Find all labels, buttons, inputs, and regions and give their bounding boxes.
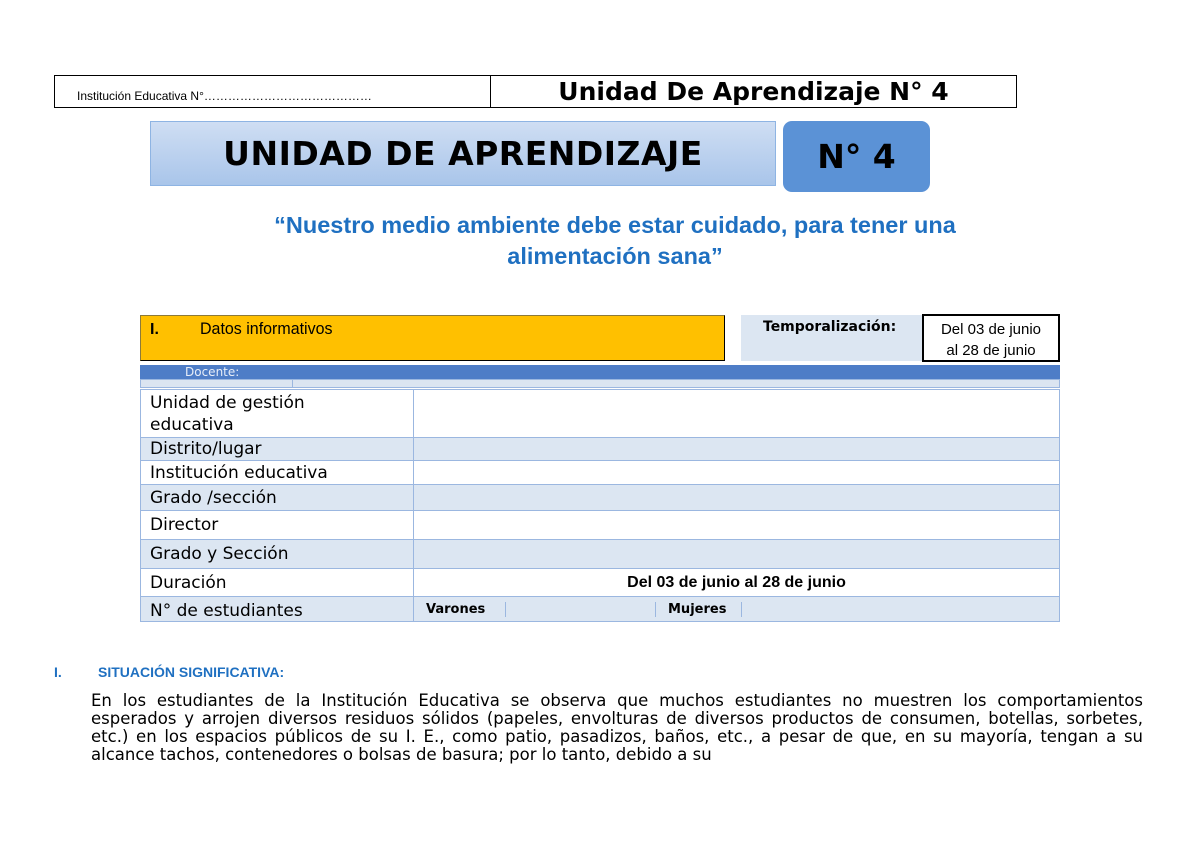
temporalizacion-cell (741, 315, 922, 361)
table-row (141, 390, 1060, 438)
varones-value[interactable] (506, 602, 656, 617)
docente-label: Docente: (185, 365, 240, 379)
datos-table (140, 389, 1060, 622)
docente-bar (140, 365, 1060, 379)
section-number: I. (150, 321, 159, 338)
temporalizacion-dates (922, 314, 1060, 362)
docente-subrow (140, 379, 1060, 388)
unit-quote (130, 210, 1100, 272)
row-label: Distrito/lugar (141, 438, 414, 461)
row-label: Director (141, 511, 414, 540)
section-datos-informativos (140, 315, 725, 361)
students-cell (414, 597, 1060, 622)
temporalizacion-line-1: Del 03 de junio (940, 321, 1042, 338)
table-row (141, 511, 1060, 540)
section-label: Datos informativos (200, 320, 333, 339)
unit-header-title: Unidad De Aprendizaje N° 4 (558, 77, 949, 106)
unit-number-badge: N° 4 (783, 121, 930, 192)
row-value[interactable] (414, 438, 1060, 461)
unit-title-banner: UNIDAD DE APRENDIZAJE (150, 121, 776, 186)
document-header (54, 75, 1017, 108)
row-value[interactable] (414, 540, 1060, 569)
institution-cell (55, 76, 491, 107)
situacion-title: SITUACIÓN SIGNIFICATIVA: (98, 664, 285, 680)
row-label: Institución educativa (141, 461, 414, 485)
row-label: Unidad de gestión educativa (141, 390, 414, 438)
temporalizacion-line-2: al 28 de junio (946, 342, 1036, 359)
row-label: Grado y Sección (141, 540, 414, 569)
institution-label: Institución Educativa N°…………………………………… (77, 89, 372, 103)
table-row (141, 597, 1060, 622)
varones-label: Varones (414, 602, 506, 617)
mujeres-value[interactable] (742, 602, 1059, 617)
row-value[interactable] (414, 390, 1060, 438)
row-value[interactable] (414, 461, 1060, 485)
table-row (141, 569, 1060, 597)
table-row (141, 485, 1060, 511)
table-row (141, 461, 1060, 485)
table-row (141, 438, 1060, 461)
quote-line-1: “Nuestro medio ambiente debe estar cuidado, para tener una (274, 212, 956, 238)
situacion-heading (54, 664, 284, 680)
row-label: N° de estudiantes (141, 597, 414, 622)
table-row (141, 540, 1060, 569)
mujeres-label: Mujeres (656, 602, 742, 617)
quote-line-2: alimentación sana” (507, 243, 723, 269)
temporalizacion-label: Temporalización: (763, 319, 897, 335)
row-value[interactable] (414, 511, 1060, 540)
situacion-paragraph: En los estudiantes de la Institución Educativa se observa que muchos estudiantes no muestren los comportamientos esperados y arrojen diversos residuos sólidos (papeles, envolturas de diversos productos de consumen, botellas, sorbetes, etc.) en los espacios públicos de su I. E., como patio, pasadizos, baños, etc., a pesar de que, en su mayoría, tengan a su alcance tachos, contenedores o bolsas de basura; por lo tanto, debido a su (91, 691, 1143, 764)
row-value[interactable] (414, 485, 1060, 511)
duration-value: Del 03 de junio al 28 de junio (414, 569, 1060, 597)
row-label: Duración (141, 569, 414, 597)
row-label: Grado /sección (141, 485, 414, 511)
situacion-number: I. (54, 664, 62, 680)
